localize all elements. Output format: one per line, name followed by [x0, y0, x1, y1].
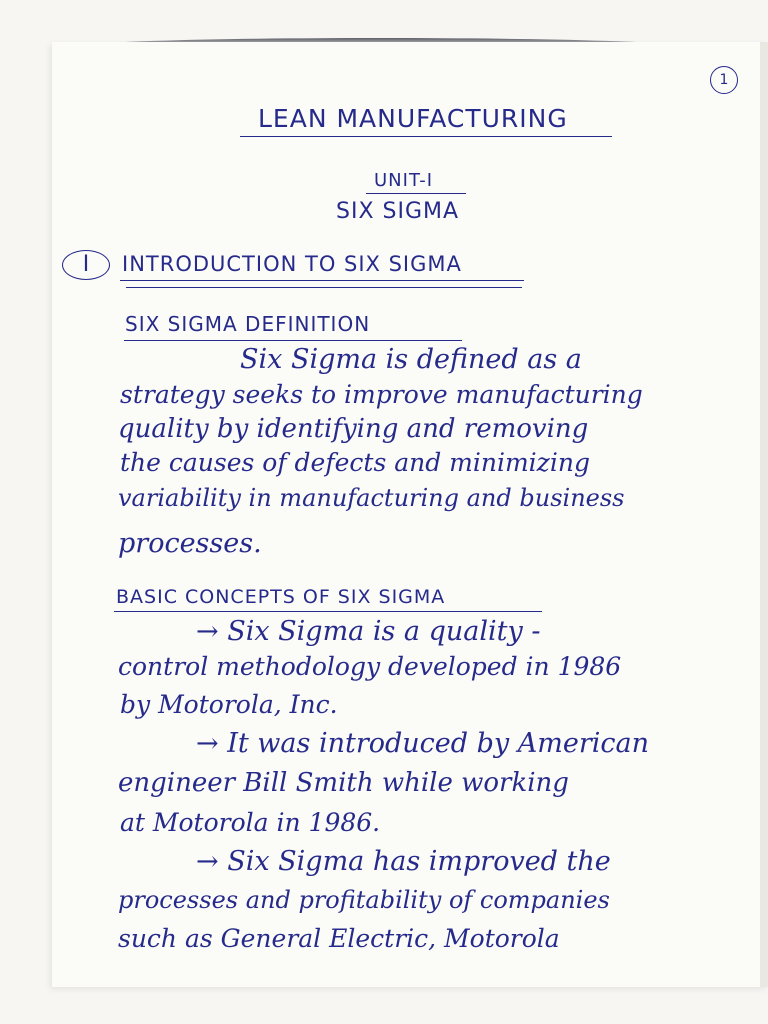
- concepts-heading: BASIC CONCEPTS OF SIX SIGMA: [116, 586, 446, 608]
- concept-line: by Motorola, Inc.: [120, 690, 338, 719]
- page-number: 1: [710, 66, 738, 94]
- concept-line: → Six Sigma has improved the: [196, 846, 611, 877]
- definition-heading: SIX SIGMA DEFINITION: [125, 312, 371, 336]
- section-number-circle: I: [62, 250, 110, 280]
- concepts-heading-underline: [114, 611, 542, 612]
- concept-line: → It was introduced by American: [196, 728, 649, 759]
- title-underline: [240, 136, 612, 137]
- concept-line: at Motorola in 1986.: [120, 808, 381, 837]
- page-title: LEAN MANUFACTURING: [258, 104, 568, 133]
- definition-line: processes.: [118, 528, 262, 559]
- definition-line: strategy seeks to improve manufacturing: [120, 380, 643, 409]
- subject-title: SIX SIGMA: [336, 199, 460, 224]
- section-heading: INTRODUCTION TO SIX SIGMA: [122, 252, 462, 276]
- definition-line: Six Sigma is defined as a: [240, 344, 582, 375]
- section-heading-underline: [120, 280, 524, 281]
- unit-label: UNIT-I: [374, 170, 434, 191]
- section-heading-underline-2: [126, 287, 522, 288]
- unit-underline: [366, 193, 466, 194]
- concept-line: such as General Electric, Motorola: [118, 924, 560, 953]
- concept-line: → Six Sigma is a quality -: [196, 616, 541, 647]
- definition-heading-underline: [124, 340, 462, 341]
- definition-line: variability in manufacturing and business: [118, 484, 625, 512]
- definition-line: the causes of defects and minimizing: [120, 448, 590, 477]
- definition-line: quality by identifying and removing: [118, 414, 589, 444]
- concept-line: processes and profitability of companies: [118, 886, 610, 914]
- page-edge: [760, 42, 768, 987]
- concept-line: control methodology developed in 1986: [118, 652, 622, 681]
- concept-line: engineer Bill Smith while working: [118, 768, 569, 798]
